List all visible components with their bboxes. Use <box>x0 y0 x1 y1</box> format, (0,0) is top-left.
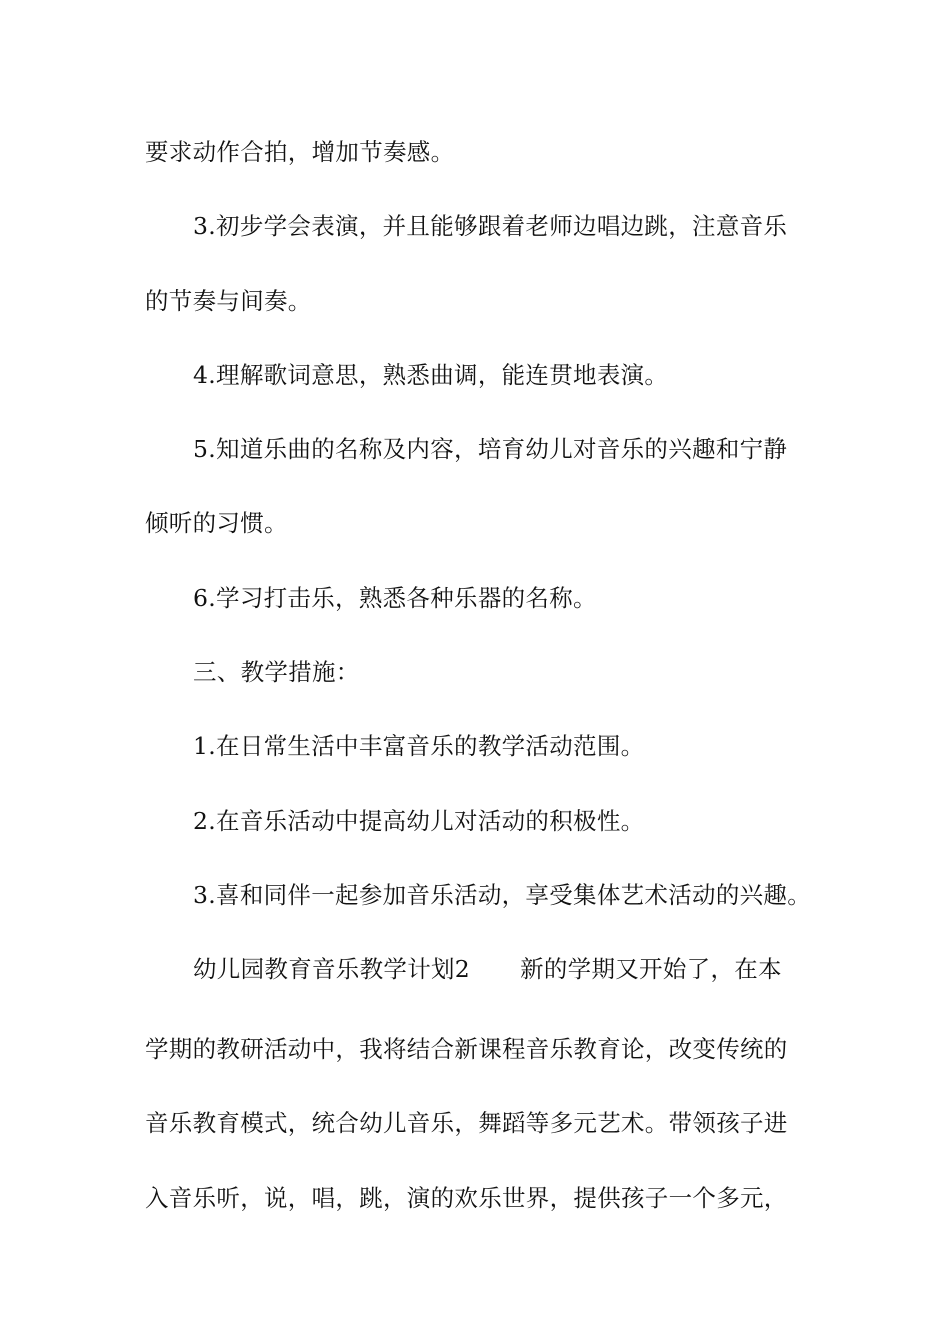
text-line-12 <box>193 954 873 984</box>
text-line-5: 5.知道乐曲的名称及内容，培育幼儿对音乐的兴趣和宁静 <box>193 435 788 463</box>
text-line-11: 3.喜和同伴一起参加音乐活动，享受集体艺术活动的兴趣。 <box>193 881 812 909</box>
plan-title: 幼儿园教育音乐教学计划2 <box>193 955 471 983</box>
text-line-2: 3.初步学会表演，并且能够跟着老师边唱边跳，注意音乐 <box>193 212 788 240</box>
text-line-13: 学期的教研活动中，我将结合新课程音乐教育论，改变传统的 <box>145 1035 788 1063</box>
text-line-3: 的节奏与间奏。 <box>145 287 312 315</box>
text-line-7: 6.学习打击乐，熟悉各种乐器的名称。 <box>193 584 597 612</box>
text-line-15: 入音乐听，说，唱，跳，演的欢乐世界，提供孩子一个多元， <box>145 1184 788 1212</box>
section-heading: 三、教学措施： <box>193 658 360 686</box>
text-line-6: 倾听的习惯。 <box>145 509 288 537</box>
text-line-4: 4.理解歌词意思，熟悉曲调，能连贯地表演。 <box>193 361 669 389</box>
text-line-9: 1.在日常生活中丰富音乐的教学活动范围。 <box>193 732 645 760</box>
text-line-14: 音乐教育模式，统合幼儿音乐，舞蹈等多元艺术。带领孩子进 <box>145 1109 788 1137</box>
text-line-1: 要求动作合拍，增加节奏感。 <box>145 138 455 166</box>
text-line-10: 2.在音乐活动中提高幼儿对活动的积极性。 <box>193 807 645 835</box>
plan-intro: 新的学期又开始了，在本 <box>520 955 782 983</box>
